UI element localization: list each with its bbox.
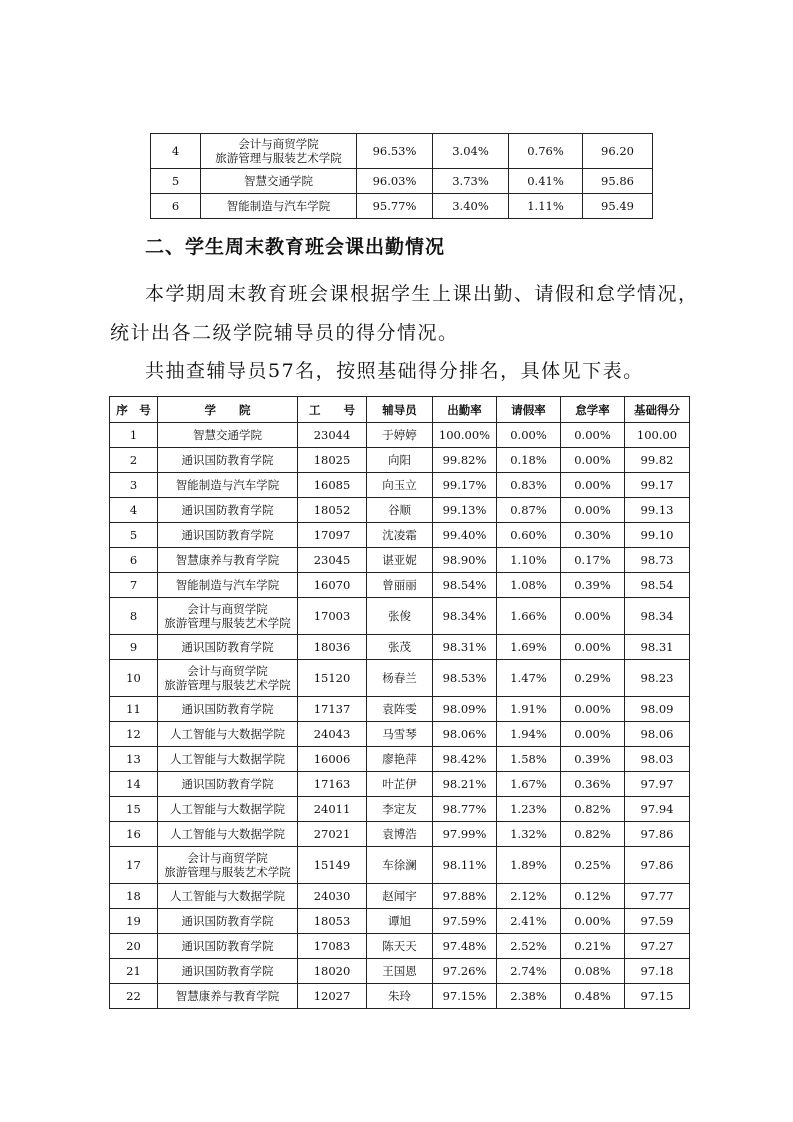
rank-cell: 10 [110, 660, 158, 697]
attendance-cell: 97.15% [433, 984, 497, 1009]
college-name-line: 人工智能与大数据学院 [170, 889, 285, 903]
leave-cell: 1.10% [497, 548, 561, 573]
table-row [110, 797, 690, 822]
counselor-cell: 李定友 [367, 797, 433, 822]
college-cell [158, 598, 298, 635]
absence-cell: 0.82% [561, 797, 625, 822]
college-cell [158, 473, 298, 498]
table-row [110, 523, 690, 548]
college-name-line: 智能制造与汽车学院 [175, 478, 280, 492]
college-cell [201, 134, 357, 169]
absence-cell: 0.17% [561, 548, 625, 573]
absence-cell: 1.11% [509, 194, 583, 219]
staff-id-cell: 18053 [298, 909, 367, 934]
table-row [110, 822, 690, 847]
absence-cell: 0.00% [561, 498, 625, 523]
college-name-line: 通识国防教育学院 [181, 914, 274, 928]
college-name-line: 智能制造与汽车学院 [226, 199, 331, 213]
rank-cell: 3 [110, 473, 158, 498]
staff-id-cell: 18052 [298, 498, 367, 523]
college-name-line: 通识国防教育学院 [181, 453, 274, 467]
rank-cell: 6 [151, 194, 201, 219]
header-leave: 请假率 [497, 397, 561, 423]
rank-cell: 6 [110, 548, 158, 573]
table-row [110, 884, 690, 909]
college-cell [158, 498, 298, 523]
counselor-cell: 叶芷伊 [367, 772, 433, 797]
attendance-cell: 99.13% [433, 498, 497, 523]
rank-cell: 12 [110, 722, 158, 747]
college-name-line: 旅游管理与服装艺术学院 [164, 865, 291, 879]
college-name-line: 会计与商贸学院 [187, 602, 268, 616]
college-name-line: 旅游管理与服装艺术学院 [164, 678, 291, 692]
header-attendance: 出勤率 [433, 397, 497, 423]
paragraph-line: 本学期周末教育班会课根据学生上课出勤、请假和怠学情况， [145, 283, 699, 305]
counselor-cell: 车徐澜 [367, 847, 433, 884]
rank-cell: 20 [110, 934, 158, 959]
rank-cell: 4 [110, 498, 158, 523]
absence-cell: 0.12% [561, 884, 625, 909]
top-score-table [150, 133, 653, 219]
college-name-line: 通识国防教育学院 [181, 702, 274, 716]
absence-cell: 0.00% [561, 722, 625, 747]
staff-id-cell: 16006 [298, 747, 367, 772]
attendance-cell: 97.59% [433, 909, 497, 934]
college-cell [158, 697, 298, 722]
college-cell [201, 169, 357, 194]
score-cell: 97.15 [625, 984, 690, 1009]
score-cell: 98.34 [625, 598, 690, 635]
attendance-cell: 98.42% [433, 747, 497, 772]
staff-id-cell: 16085 [298, 473, 367, 498]
score-cell: 97.97 [625, 772, 690, 797]
staff-id-cell: 23045 [298, 548, 367, 573]
leave-cell: 3.73% [433, 169, 509, 194]
rank-cell: 22 [110, 984, 158, 1009]
college-name-line: 智能制造与汽车学院 [175, 578, 280, 592]
college-name-line: 会计与商贸学院 [187, 664, 268, 678]
paragraph-line: 共抽查辅导员57名，按照基础得分排名，具体见下表。 [145, 360, 644, 382]
leave-cell: 1.23% [497, 797, 561, 822]
college-name-line: 人工智能与大数据学院 [170, 827, 285, 841]
rank-cell: 14 [110, 772, 158, 797]
header-score: 基础得分 [625, 397, 690, 423]
rank-cell: 1 [110, 423, 158, 448]
college-cell [158, 797, 298, 822]
college-cell [158, 573, 298, 598]
absence-cell: 0.00% [561, 473, 625, 498]
rank-cell: 5 [151, 169, 201, 194]
counselor-cell: 向阳 [367, 448, 433, 473]
score-cell: 97.86 [625, 822, 690, 847]
college-name-line: 旅游管理与服装艺术学院 [215, 151, 342, 165]
college-cell [158, 772, 298, 797]
college-name-line: 智慧康养与教育学院 [175, 989, 280, 1003]
absence-cell: 0.30% [561, 523, 625, 548]
score-cell: 98.54 [625, 573, 690, 598]
college-cell [158, 448, 298, 473]
leave-cell: 3.40% [433, 194, 509, 219]
paragraph-line: 统计出各二级学院辅导员的得分情况。 [110, 322, 459, 344]
score-cell: 99.17 [625, 473, 690, 498]
score-cell: 97.18 [625, 959, 690, 984]
leave-cell: 1.91% [497, 697, 561, 722]
attendance-cell: 98.53% [433, 660, 497, 697]
staff-id-cell: 15149 [298, 847, 367, 884]
score-cell: 98.23 [625, 660, 690, 697]
counselor-cell: 向玉立 [367, 473, 433, 498]
header-counselor: 辅导员 [367, 397, 433, 423]
college-cell [158, 909, 298, 934]
header-staff-id: 工 号 [298, 397, 367, 423]
table-row [110, 635, 690, 660]
rank-cell: 11 [110, 697, 158, 722]
staff-id-cell: 24011 [298, 797, 367, 822]
staff-id-cell: 12027 [298, 984, 367, 1009]
leave-cell: 1.67% [497, 772, 561, 797]
score-cell: 98.03 [625, 747, 690, 772]
counselor-cell: 张俊 [367, 598, 433, 635]
leave-cell: 1.47% [497, 660, 561, 697]
absence-cell: 0.48% [561, 984, 625, 1009]
attendance-cell: 97.88% [433, 884, 497, 909]
score-cell: 98.09 [625, 697, 690, 722]
counselor-cell: 谭旭 [367, 909, 433, 934]
table-row [110, 573, 690, 598]
counselor-cell: 朱玲 [367, 984, 433, 1009]
table-row [110, 847, 690, 884]
rank-cell: 16 [110, 822, 158, 847]
score-cell: 95.49 [583, 194, 653, 219]
counselor-cell: 袁阵雯 [367, 697, 433, 722]
score-cell: 97.27 [625, 934, 690, 959]
counselor-cell: 谌亚妮 [367, 548, 433, 573]
rank-cell: 7 [110, 573, 158, 598]
rank-cell: 5 [110, 523, 158, 548]
leave-cell: 3.04% [433, 134, 509, 169]
absence-cell: 0.00% [561, 598, 625, 635]
attendance-cell: 100.00% [433, 423, 497, 448]
table-row [110, 473, 690, 498]
staff-id-cell: 18020 [298, 959, 367, 984]
table-row [151, 134, 653, 169]
attendance-cell: 98.06% [433, 722, 497, 747]
college-name-line: 人工智能与大数据学院 [170, 727, 285, 741]
counselor-score-table [109, 396, 690, 1009]
rank-cell: 17 [110, 847, 158, 884]
score-cell: 98.31 [625, 635, 690, 660]
rank-cell: 19 [110, 909, 158, 934]
counselor-cell: 张茂 [367, 635, 433, 660]
college-name-line: 人工智能与大数据学院 [170, 752, 285, 766]
staff-id-cell: 24043 [298, 722, 367, 747]
college-name-line: 会计与商贸学院 [187, 851, 268, 865]
attendance-cell: 98.11% [433, 847, 497, 884]
absence-cell: 0.08% [561, 959, 625, 984]
rank-cell: 9 [110, 635, 158, 660]
counselor-cell: 王国恩 [367, 959, 433, 984]
score-cell: 98.06 [625, 722, 690, 747]
score-cell: 98.73 [625, 548, 690, 573]
attendance-cell: 95.77% [357, 194, 433, 219]
leave-cell: 1.69% [497, 635, 561, 660]
leave-cell: 2.52% [497, 934, 561, 959]
college-cell [158, 423, 298, 448]
absence-cell: 0.39% [561, 573, 625, 598]
absence-cell: 0.39% [561, 747, 625, 772]
leave-cell: 0.00% [497, 423, 561, 448]
college-cell [158, 747, 298, 772]
attendance-cell: 96.53% [357, 134, 433, 169]
staff-id-cell: 23044 [298, 423, 367, 448]
college-cell [158, 934, 298, 959]
table-row [110, 448, 690, 473]
college-cell [201, 194, 357, 219]
table-row [110, 984, 690, 1009]
leave-cell: 1.89% [497, 847, 561, 884]
counselor-cell: 陈天天 [367, 934, 433, 959]
absence-cell: 0.82% [561, 822, 625, 847]
staff-id-cell: 17163 [298, 772, 367, 797]
table-row [110, 934, 690, 959]
leave-cell: 2.38% [497, 984, 561, 1009]
score-cell: 99.10 [625, 523, 690, 548]
score-cell: 100.00 [625, 423, 690, 448]
table-row [110, 548, 690, 573]
absence-cell: 0.25% [561, 847, 625, 884]
college-cell [158, 722, 298, 747]
staff-id-cell: 24030 [298, 884, 367, 909]
attendance-cell: 98.21% [433, 772, 497, 797]
attendance-cell: 99.82% [433, 448, 497, 473]
college-cell [158, 523, 298, 548]
staff-id-cell: 16070 [298, 573, 367, 598]
college-name-line: 旅游管理与服装艺术学院 [164, 616, 291, 630]
leave-cell: 1.94% [497, 722, 561, 747]
table-row [110, 660, 690, 697]
college-cell [158, 959, 298, 984]
leave-cell: 1.58% [497, 747, 561, 772]
absence-cell: 0.00% [561, 697, 625, 722]
table-row [110, 772, 690, 797]
college-name-line: 通识国防教育学院 [181, 939, 274, 953]
attendance-cell: 99.17% [433, 473, 497, 498]
absence-cell: 0.76% [509, 134, 583, 169]
counselor-cell: 沈凌霜 [367, 523, 433, 548]
leave-cell: 0.60% [497, 523, 561, 548]
staff-id-cell: 17137 [298, 697, 367, 722]
attendance-cell: 96.03% [357, 169, 433, 194]
counselor-cell: 曾丽丽 [367, 573, 433, 598]
rank-cell: 2 [110, 448, 158, 473]
score-cell: 97.94 [625, 797, 690, 822]
college-cell [158, 635, 298, 660]
attendance-cell: 97.48% [433, 934, 497, 959]
rank-cell: 8 [110, 598, 158, 635]
leave-cell: 1.66% [497, 598, 561, 635]
absence-cell: 0.29% [561, 660, 625, 697]
score-cell: 99.82 [625, 448, 690, 473]
attendance-cell: 99.40% [433, 523, 497, 548]
counselor-cell: 赵闻宇 [367, 884, 433, 909]
college-name-line: 通识国防教育学院 [181, 640, 274, 654]
absence-cell: 0.00% [561, 635, 625, 660]
table-row [110, 722, 690, 747]
college-cell [158, 822, 298, 847]
attendance-cell: 98.31% [433, 635, 497, 660]
college-name-line: 智慧康养与教育学院 [175, 553, 280, 567]
college-name-line: 智慧交通学院 [244, 174, 313, 188]
score-cell: 97.77 [625, 884, 690, 909]
leave-cell: 1.08% [497, 573, 561, 598]
rank-cell: 4 [151, 134, 201, 169]
absence-cell: 0.00% [561, 909, 625, 934]
rank-cell: 21 [110, 959, 158, 984]
absence-cell: 0.41% [509, 169, 583, 194]
absence-cell: 0.00% [561, 448, 625, 473]
header-absence: 怠学率 [561, 397, 625, 423]
leave-cell: 1.32% [497, 822, 561, 847]
staff-id-cell: 17083 [298, 934, 367, 959]
leave-cell: 0.83% [497, 473, 561, 498]
attendance-cell: 97.26% [433, 959, 497, 984]
college-name-line: 通识国防教育学院 [181, 528, 274, 542]
leave-cell: 2.74% [497, 959, 561, 984]
college-cell [158, 984, 298, 1009]
leave-cell: 0.18% [497, 448, 561, 473]
score-cell: 97.59 [625, 909, 690, 934]
table-row [110, 697, 690, 722]
absence-cell: 0.36% [561, 772, 625, 797]
table-row [110, 598, 690, 635]
counselor-cell: 马雪琴 [367, 722, 433, 747]
absence-cell: 0.21% [561, 934, 625, 959]
college-name-line: 会计与商贸学院 [238, 137, 319, 151]
section-heading: 二、学生周末教育班会课出勤情况 [145, 236, 446, 258]
score-cell: 99.13 [625, 498, 690, 523]
college-name-line: 智慧交通学院 [193, 428, 262, 442]
college-name-line: 人工智能与大数据学院 [170, 802, 285, 816]
staff-id-cell: 15120 [298, 660, 367, 697]
rank-cell: 18 [110, 884, 158, 909]
staff-id-cell: 18025 [298, 448, 367, 473]
college-name-line: 通识国防教育学院 [181, 777, 274, 791]
college-cell [158, 884, 298, 909]
table-row [110, 498, 690, 523]
college-cell [158, 548, 298, 573]
rank-cell: 15 [110, 797, 158, 822]
college-name-line: 通识国防教育学院 [181, 503, 274, 517]
table-row [110, 423, 690, 448]
leave-cell: 0.87% [497, 498, 561, 523]
staff-id-cell: 27021 [298, 822, 367, 847]
score-cell: 97.86 [625, 847, 690, 884]
absence-cell: 0.00% [561, 423, 625, 448]
attendance-cell: 98.54% [433, 573, 497, 598]
table-row [151, 169, 653, 194]
leave-cell: 2.41% [497, 909, 561, 934]
counselor-cell: 廖艳萍 [367, 747, 433, 772]
college-cell [158, 660, 298, 697]
college-name-line: 通识国防教育学院 [181, 964, 274, 978]
table-header-row [110, 397, 690, 423]
attendance-cell: 97.99% [433, 822, 497, 847]
counselor-cell: 杨春兰 [367, 660, 433, 697]
table-row [110, 747, 690, 772]
table-row [151, 194, 653, 219]
table-row [110, 909, 690, 934]
header-rank: 序 号 [110, 397, 158, 423]
attendance-cell: 98.09% [433, 697, 497, 722]
college-cell [158, 847, 298, 884]
leave-cell: 2.12% [497, 884, 561, 909]
staff-id-cell: 17003 [298, 598, 367, 635]
score-cell: 95.86 [583, 169, 653, 194]
header-college: 学 院 [158, 397, 298, 423]
staff-id-cell: 17097 [298, 523, 367, 548]
counselor-cell: 袁博浩 [367, 822, 433, 847]
attendance-cell: 98.90% [433, 548, 497, 573]
counselor-cell: 于婷婷 [367, 423, 433, 448]
score-cell: 96.20 [583, 134, 653, 169]
counselor-cell: 谷顺 [367, 498, 433, 523]
attendance-cell: 98.77% [433, 797, 497, 822]
rank-cell: 13 [110, 747, 158, 772]
staff-id-cell: 18036 [298, 635, 367, 660]
table-row [110, 959, 690, 984]
attendance-cell: 98.34% [433, 598, 497, 635]
